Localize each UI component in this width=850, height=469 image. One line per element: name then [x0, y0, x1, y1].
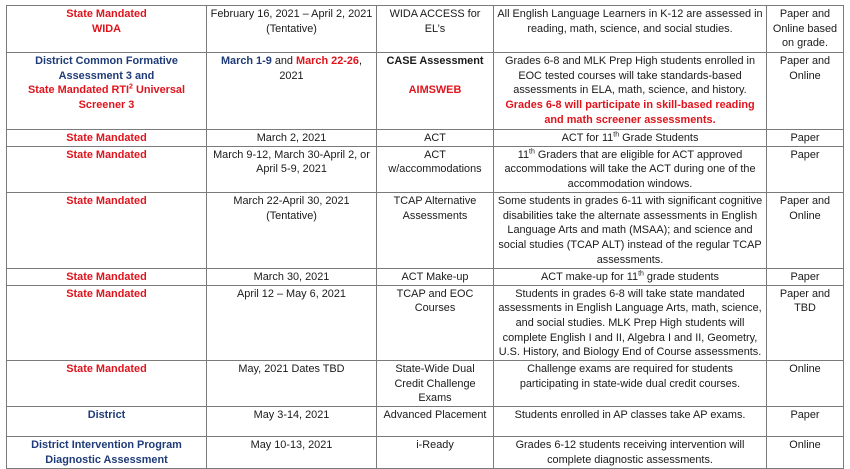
table-row: [7, 146, 844, 192]
date-text: May, 2021 Dates TBD: [238, 363, 345, 376]
superscript-text: th: [529, 148, 535, 156]
entity-text: District: [87, 409, 126, 422]
entity-text: State Mandated RTI$^2$ Universal Screener 3: [27, 83, 186, 112]
date-cell: [207, 6, 377, 53]
assessment-text: ACT Make-up: [401, 270, 469, 283]
table-row: [7, 130, 844, 147]
entity-text: State Mandated: [66, 8, 147, 20]
assessment-cell: [377, 6, 494, 53]
description-cell: [494, 6, 767, 53]
date-text: March 2, 2021: [256, 132, 327, 144]
assessment-text: TCAP Alternative Assessments: [393, 194, 477, 222]
table-row: [7, 53, 844, 130]
mandate-cell: [7, 407, 207, 437]
entity-text: WIDA: [91, 22, 122, 35]
assessment-cell: [377, 192, 494, 268]
description-cell: [494, 146, 767, 192]
description-text: Students enrolled in AP classes take AP exams.: [514, 409, 746, 422]
date-cell: [207, 361, 377, 407]
format-cell: Paper: [767, 268, 844, 285]
format-cell: Paper: [767, 146, 844, 192]
description-text: All English Language Learners in K-12 are assessed in reading, math, science, and social studies.: [497, 8, 763, 35]
table-row: [7, 268, 844, 285]
assessment-schedule-table: [6, 5, 844, 469]
date-cell: [207, 407, 377, 437]
assessment-text: Advanced Placement: [383, 409, 487, 422]
date-cell: [207, 146, 377, 192]
date-text: April 12 – May 6, 2021: [237, 287, 346, 300]
entity-text: State Mandated: [66, 132, 147, 144]
format-cell: Paper and TBD: [767, 285, 844, 361]
description-cell: [494, 407, 767, 437]
assessment-text: State-Wide Dual Credit Challenge Exams: [394, 363, 476, 405]
date-text: May 3-14, 2021: [253, 409, 330, 422]
mandate-cell: [7, 361, 207, 407]
date-text: May 10-13, 2021: [250, 439, 333, 452]
date-text: March 1-9: [220, 55, 272, 67]
format-cell: Paper: [767, 130, 844, 147]
assessment-cell: [377, 285, 494, 361]
description-text: ACT for 11th Grade Students: [561, 131, 699, 144]
format-cell: Paper: [767, 407, 844, 437]
assessment-cell: [377, 146, 494, 192]
date-cell: [207, 130, 377, 147]
assessment-cell: [377, 361, 494, 407]
assessment-text: CASE Assessment: [386, 55, 484, 67]
mandate-cell: [7, 268, 207, 285]
mandate-cell: [7, 192, 207, 268]
description-text: ACT make-up for 11th grade students: [541, 270, 719, 283]
assessment-text: AIMSWEB: [408, 83, 462, 96]
description-cell: [494, 130, 767, 147]
date-cell: [207, 268, 377, 285]
format-cell: Online: [767, 437, 844, 469]
mandate-cell: [7, 285, 207, 361]
table-row: [7, 407, 844, 437]
mandate-cell: [7, 130, 207, 147]
mandate-cell: [7, 146, 207, 192]
table-row: [7, 361, 844, 407]
format-cell: Paper and Online: [767, 53, 844, 130]
date-cell: [207, 192, 377, 268]
format-cell: Online: [767, 361, 844, 407]
entity-text: State Mandated: [66, 194, 147, 207]
description-cell: [494, 53, 767, 130]
description-text: Grades 6-12 students receiving intervention will complete diagnostic assessments.: [515, 439, 745, 466]
assessment-cell: [377, 130, 494, 147]
assessment-text: ACT w/accommodations: [388, 148, 482, 176]
assessment-cell: [377, 407, 494, 437]
description-text: 11th Graders that are eligible for ACT approved accommodations will take the ACT during one of the accommodation windows.: [504, 148, 756, 191]
date-text: March 9-12, March 30-April 2, or April 5-9, 2021: [213, 148, 370, 176]
description-cell: [494, 192, 767, 268]
assessment-cell: [377, 53, 494, 130]
description-text: Some students in grades 6-11 with significant cognitive disabilities take the alternate assessments in English Language Arts and math (MSAA); and science and social studies (TCAP ALT) instead of the regular TCAP assessments.: [497, 194, 763, 266]
superscript-text: th: [613, 131, 620, 139]
date-text: and: [271, 55, 297, 67]
mandate-cell: [7, 53, 207, 130]
format-cell: Paper and Online: [767, 192, 844, 268]
date-text: March 22-April 30, 2021 (Tentative): [233, 194, 350, 222]
entity-text: State Mandated: [66, 148, 147, 161]
assessment-table-body: [7, 6, 844, 469]
format-cell: Paper and Online based on grade.: [767, 6, 844, 53]
entity-text: District Common Formative Assessment 3 and: [35, 55, 178, 82]
table-row: [7, 192, 844, 268]
description-cell: [494, 361, 767, 407]
assessment-text: TCAP and EOC Courses: [396, 287, 474, 315]
entity-text: State Mandated: [66, 363, 147, 376]
description-text: Grades 6-8 and MLK Prep High students enrolled in EOC tested courses will take standards-based assessments in ELA, math, science, and history.: [504, 55, 756, 97]
entity-text: State Mandated: [66, 270, 147, 283]
table-row: [7, 285, 844, 361]
date-text: March 30, 2021: [253, 270, 330, 283]
date-cell: [207, 285, 377, 361]
superscript-text: 2: [129, 83, 133, 91]
date-text: March 22-26: [296, 55, 359, 67]
description-cell: [494, 268, 767, 285]
assessment-text: ACT: [424, 132, 446, 144]
description-text: Challenge exams are required for students participating in state-wide dual credit courses.: [519, 363, 741, 390]
description-cell: [494, 285, 767, 361]
entity-text: District Intervention Program Diagnostic Assessment: [31, 439, 182, 466]
date-text: February 16, 2021 – April 2, 2021 (Tentative): [210, 8, 373, 35]
superscript-text: th: [638, 270, 644, 278]
assessment-cell: [377, 268, 494, 285]
entity-text: State Mandated: [66, 287, 147, 300]
description-text: Students in grades 6-8 will take state mandated assessments in English Language Arts, math, science, and social studies. MLK Prep High students will complete English I and II, Algebra I and II, Geometry, U.S. History, and Biology End of Course assessments.: [498, 287, 762, 359]
assessment-text: i-Ready: [416, 439, 454, 452]
assessment-text: WIDA ACCESS for EL’s: [389, 8, 481, 35]
mandate-cell: [7, 6, 207, 53]
table-row: [7, 6, 844, 53]
description-text: Grades 6-8 will participate in skill-based reading and math screener assessments.: [505, 99, 755, 126]
date-text: , 2021: [279, 55, 363, 82]
date-cell: [207, 53, 377, 130]
